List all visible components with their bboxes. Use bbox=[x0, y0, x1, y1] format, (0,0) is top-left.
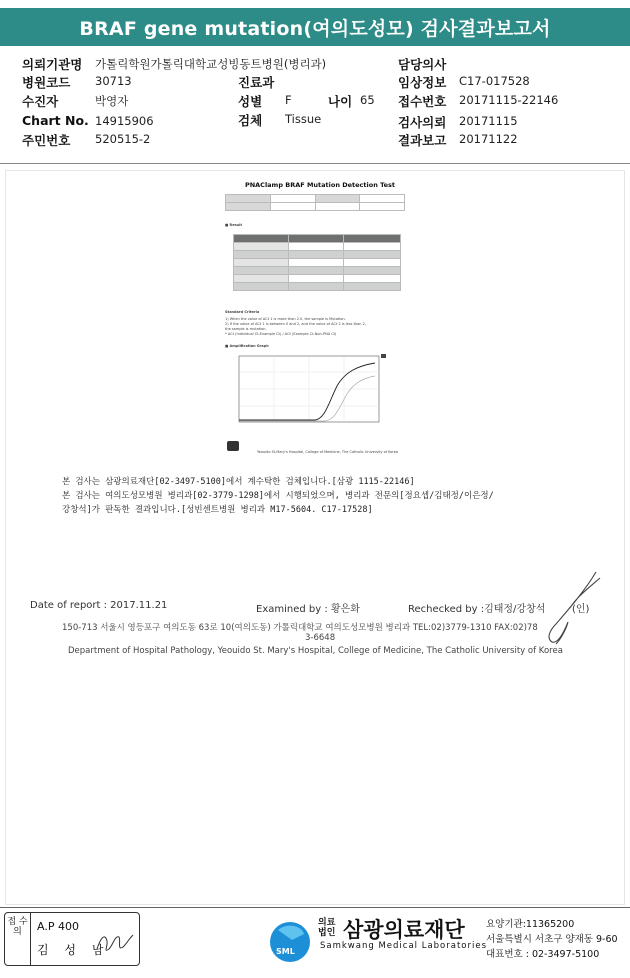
scanned-subreport bbox=[215, 178, 425, 468]
age-label: 나이 bbox=[328, 94, 353, 109]
footer-divider bbox=[0, 907, 630, 908]
specimen-value: Tissue bbox=[285, 112, 322, 126]
note-line-3: 강창석]가 판독한 결과입니다.[성빈센트병원 병리과 M17-5604. C17-17528] bbox=[62, 505, 373, 515]
result-label: ■ Result bbox=[225, 223, 243, 227]
org-name-en: Samkwang Medical Laboratories bbox=[320, 941, 488, 951]
reception-stamp bbox=[4, 912, 140, 966]
address-en: Department of Hospital Pathology, Yeouido St. Mary's Hospital, College of Medicine, The Catholic University of Korea bbox=[68, 646, 563, 656]
code-value: 30713 bbox=[95, 74, 132, 88]
scan-id-table bbox=[225, 194, 405, 211]
sex-value: F bbox=[285, 93, 292, 107]
sml-logo-text: SML bbox=[276, 947, 295, 956]
criteria-2: 2) If the value of ΔCt 1 is between 0 and 2, and the value of ΔCt 2 is less than 2, bbox=[225, 322, 366, 326]
stamp-label: 접 수 의 bbox=[5, 913, 31, 965]
scan-logo bbox=[227, 441, 239, 451]
request-label: 검사의뢰 bbox=[398, 115, 447, 130]
org-address: 서울특별시 서초구 양재동 9-60 bbox=[486, 934, 618, 945]
criteria-label: Standard Criteria bbox=[225, 310, 260, 314]
address-kr: 150-713 서울시 영등포구 여의도동 63로 10(여의도동) 가톨릭대학교 여의도성모병원 병리과 TEL:02)3779-1310 FAX:02)78 bbox=[62, 623, 538, 633]
name-value: 박영자 bbox=[95, 94, 129, 108]
patient-info bbox=[0, 52, 630, 164]
address-kr-2: 3-6648 bbox=[305, 633, 336, 643]
report-date: Date of report : 2017.11.21 bbox=[30, 600, 168, 611]
rechecked-by: Rechecked by :김태정/강창석 bbox=[408, 604, 546, 615]
seal-mark: (인) bbox=[572, 604, 590, 615]
receipt-label: 접수번호 bbox=[398, 94, 447, 109]
report-title-bar bbox=[0, 8, 630, 46]
chart-value: 14915906 bbox=[95, 114, 154, 128]
divider bbox=[0, 163, 630, 164]
code-label: 병원코드 bbox=[22, 75, 71, 90]
handwritten-signature bbox=[530, 568, 602, 646]
note-line-1: 본 검사는 삼광의료재단[02-3497-5100]에서 계수탁한 검체입니다.[삼광 1115-22146] bbox=[62, 477, 415, 487]
receiver-name: 김 성 남 bbox=[37, 943, 110, 957]
sex-label: 성별 bbox=[238, 94, 263, 109]
note-line-2: 본 검사는 여의도성모병원 병리과[02-3779-1298]에서 시행되었으며, 병리과 전문의[정요셉/김태정/이은정/ bbox=[62, 491, 494, 501]
report-label: 결과보고 bbox=[398, 133, 447, 148]
org-name: 삼광의료재단 bbox=[343, 918, 465, 942]
criteria-1: 1) When the value of ΔCt 1 is more than 2.0, the sample is Mutation. bbox=[225, 317, 346, 321]
chart-label: Chart No. bbox=[22, 113, 89, 128]
report-value: 20171122 bbox=[459, 132, 518, 146]
result-notes bbox=[62, 475, 494, 517]
sml-logo-icon bbox=[268, 920, 312, 964]
inst-value: 가톨릭학원가톨릭대학교성빙동트병원(병리과) bbox=[95, 57, 327, 71]
specimen-label: 검체 bbox=[238, 113, 263, 128]
rrn-value: 520515-2 bbox=[95, 132, 151, 146]
request-value: 20171115 bbox=[459, 114, 518, 128]
scan-result-table bbox=[233, 234, 401, 291]
name-label: 수진자 bbox=[22, 94, 59, 109]
doctor-label: 담당의사 bbox=[398, 57, 447, 72]
org-phone: 대표번호 : 02-3497-5100 bbox=[486, 949, 600, 960]
criteria-4: * ΔCt (Individual Ct-Example Ct) / ΔCt (Example Ct-Non-PNA Ct) bbox=[225, 332, 337, 336]
dept-label: 진료과 bbox=[238, 75, 275, 90]
ap-number: A.P 400 bbox=[37, 920, 79, 933]
scan-footer-note: Yeouido St.Mary's Hospital, College of Medicine, The Catholic University of Korea bbox=[257, 450, 399, 454]
graph-label: ■ Amplification Graph bbox=[225, 344, 269, 348]
org-prefix: 의료 법인 bbox=[318, 918, 336, 938]
receiver-signature bbox=[93, 927, 135, 957]
amplification-graph bbox=[225, 350, 395, 430]
receipt-value: 20171115-22146 bbox=[459, 93, 559, 107]
clinical-value: C17-017528 bbox=[459, 74, 530, 88]
rrn-label: 주민번호 bbox=[22, 133, 71, 148]
age-value: 65 bbox=[360, 93, 375, 107]
examined-by: Examined by : 황은화 bbox=[256, 604, 360, 615]
care-number: 요양기관:11365200 bbox=[486, 919, 575, 930]
criteria-3: the sample is mutation. bbox=[225, 327, 267, 331]
report-title: BRAF gene mutation(여의도성모) 검사결과보고서 bbox=[79, 17, 551, 40]
scan-title: PNAClamp BRAF Mutation Detection Test bbox=[244, 181, 396, 189]
inst-label: 의뢰기관명 bbox=[22, 57, 83, 72]
clinical-label: 임상정보 bbox=[398, 75, 447, 90]
